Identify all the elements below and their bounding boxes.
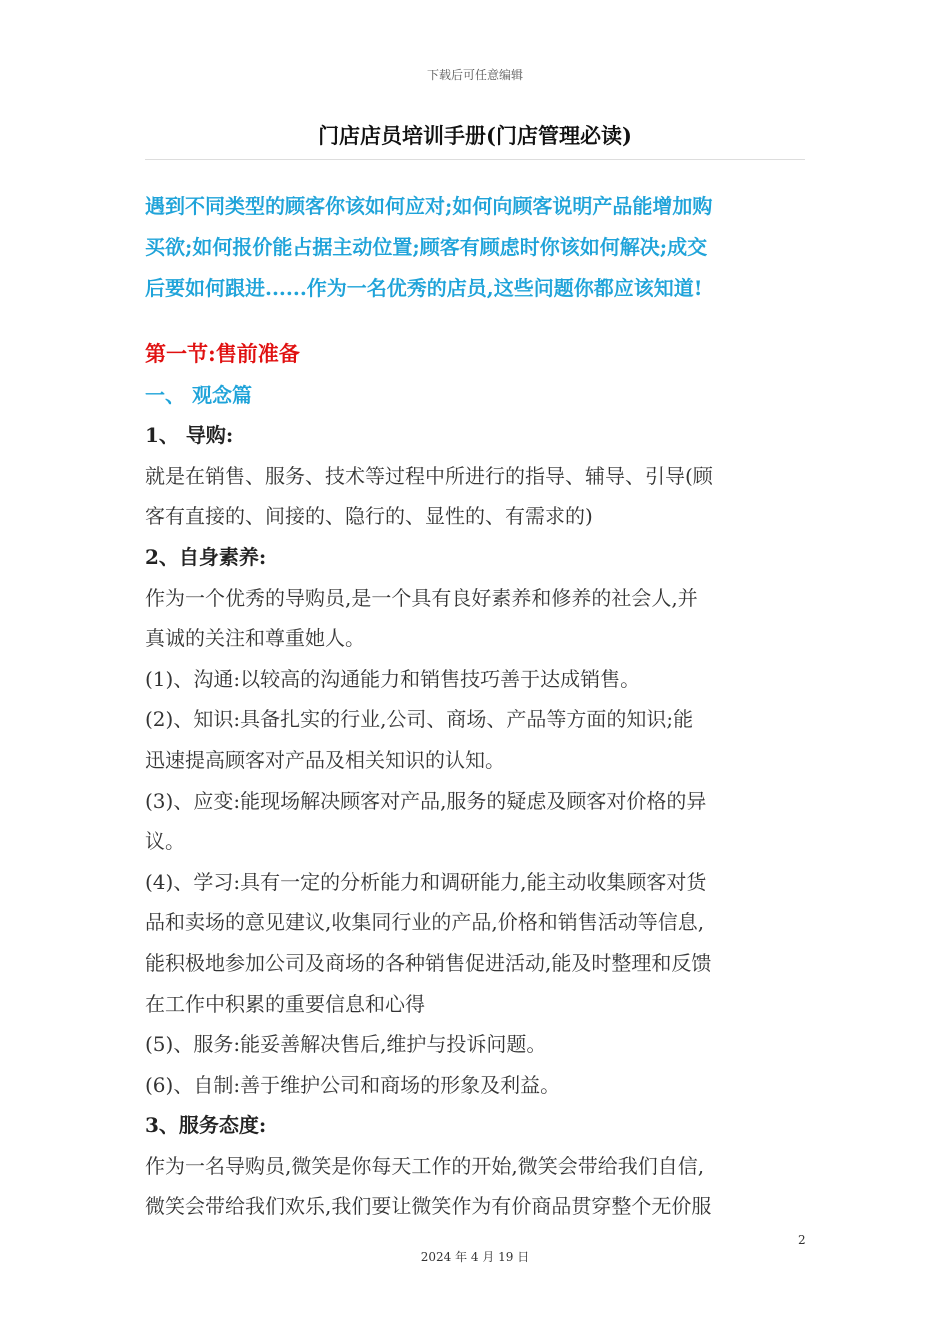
footer-date: 2024 年 4 月 19 日 — [420, 1250, 530, 1264]
body-line: 作为一个优秀的导购员,是一个具有良好素养和修养的社会人,并 — [145, 585, 698, 610]
document-title: 门店店员培训手册(门店管理必读) — [318, 123, 632, 148]
body-line: 在工作中积累的重要信息和心得 — [145, 991, 425, 1016]
body-line: 客有直接的、间接的、隐行的、显性的、有需求的) — [145, 504, 593, 529]
body-line: 真诚的关注和尊重她人。 — [145, 626, 365, 651]
subsection-title: 一、 观念篇 — [145, 382, 252, 407]
page-number: 2 — [798, 1233, 806, 1247]
body-line: 能积极地参加公司及商场的各种销售促进活动,能及时整理和反馈 — [145, 950, 712, 975]
body-line: 作为一名导购员,微笑是你每天工作的开始,微笑会带给我们自信, — [145, 1153, 705, 1178]
body-line: 就是在销售、服务、技术等过程中所进行的指导、辅导、引导(顾 — [145, 463, 713, 488]
header-note: 下载后可任意编辑 — [426, 68, 523, 82]
title-divider — [145, 159, 805, 160]
body-line: 迅速提高顾客对产品及相关知识的认知。 — [145, 747, 505, 772]
body-line: 品和卖场的意见建议,收集同行业的产品,价格和销售活动等信息, — [145, 910, 705, 935]
body-line: 议。 — [145, 829, 185, 854]
intro-paragraph — [145, 186, 813, 309]
item-2-heading: 2、自身素养: — [145, 544, 267, 569]
body-line: (6)、自制:善于维护公司和商场的形象及利益。 — [145, 1072, 561, 1097]
body-line: 微笑会带给我们欢乐,我们要让微笑作为有价商品贯穿整个无价服 — [145, 1194, 712, 1219]
body-line: (5)、服务:能妥善解决售后,维护与投诉问题。 — [145, 1032, 547, 1057]
body-line: (2)、知识:具备扎实的行业,公司、商场、产品等方面的知识;能 — [145, 707, 694, 732]
body-line: (3)、应变:能现场解决顾客对产品,服务的疑虑及顾客对价格的异 — [145, 788, 707, 813]
item-1-heading: 1、 导购: — [145, 423, 234, 448]
body-line: (4)、学习:具有一定的分析能力和调研能力,能主动收集顾客对货 — [145, 869, 707, 894]
section-title: 第一节:售前准备 — [145, 341, 300, 366]
intro-line: 遇到不同类型的顾客你该如何应对;如何向顾客说明产品能增加购 — [145, 194, 713, 218]
intro-line: 后要如何跟进......作为一名优秀的店员,这些问题你都应该知道! — [145, 276, 703, 300]
body-line: (1)、沟通:以较高的沟通能力和销售技巧善于达成销售。 — [145, 666, 641, 691]
document-body — [145, 334, 813, 1227]
intro-line: 买欲;如何报价能占据主动位置;顾客有顾虑时你该如何解决;成交 — [145, 235, 708, 259]
item-3-heading: 3、服务态度: — [145, 1113, 267, 1138]
